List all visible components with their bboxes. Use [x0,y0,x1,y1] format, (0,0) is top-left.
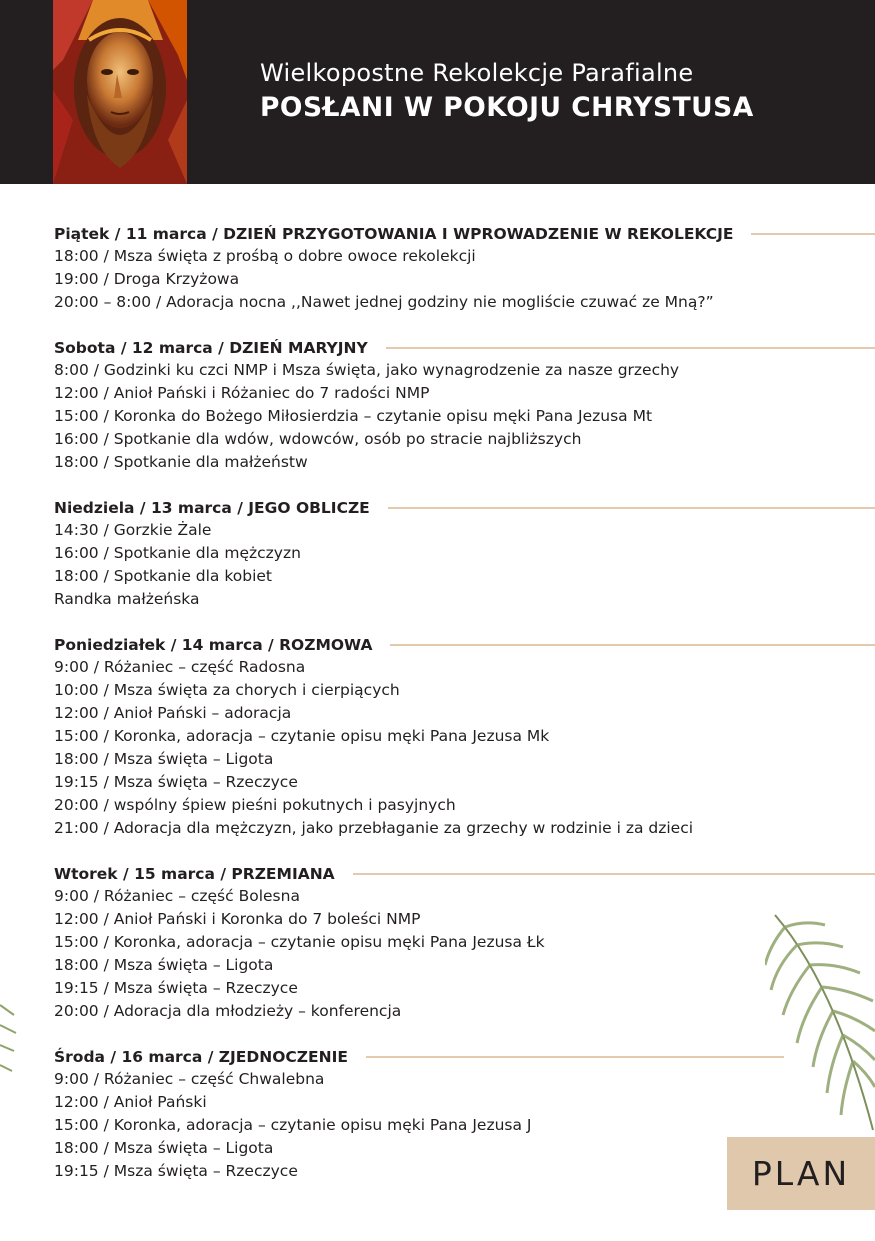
schedule-item: 18:00 / Msza święta – Ligota [54,750,274,768]
title-block [260,56,754,126]
day-section-monday [54,634,854,840]
schedule-item: 15:00 / Koronka, adoracja – czytanie opisu męki Pana Jezusa Łk [54,933,545,951]
schedule-item: Randka małżeńska [54,590,200,608]
schedule-item: 20:00 / Adoracja dla młodzieży – konferencja [54,1002,402,1020]
schedule-item: 20:00 / wspólny śpiew pieśni pokutnych i pasyjnych [54,796,456,814]
day-heading [54,1046,854,1068]
schedule-item: 15:00 / Koronka, adoracja – czytanie opisu męki Pana Jezusa Mk [54,727,550,745]
schedule-item: 21:00 / Adoracja dla mężczyzn, jako przebłaganie za grzechy w rodzinie i za dzieci [54,819,694,837]
schedule-item: 9:00 / Różaniec – część Chwalebna [54,1070,325,1088]
day-heading [54,497,854,519]
header-banner [0,0,875,184]
schedule-item: 18:00 / Msza święta – Ligota [54,956,274,974]
day-heading-text: Środa / 16 marca / ZJEDNOCZENIE [54,1048,348,1066]
schedule-item: 19:15 / Msza święta – Rzeczyce [54,979,298,997]
heading-divider [388,507,875,509]
schedule-item: 18:00 / Msza święta – Ligota [54,1139,274,1157]
heading-divider [751,233,875,235]
day-heading [54,223,854,245]
heading-divider [390,644,875,646]
day-heading-text: Wtorek / 15 marca / PRZEMIANA [54,865,335,883]
palm-leaf-left-icon [0,995,20,1085]
schedule-item: 9:00 / Różaniec – część Bolesna [54,887,300,905]
heading-divider [353,873,875,875]
schedule-item: 8:00 / Godzinki ku czci NMP i Msza święta, jako wynagrodzenie za nasze grzechy [54,361,680,379]
heading-divider [386,347,875,349]
schedule-item: 10:00 / Msza święta za chorych i cierpiących [54,681,400,699]
schedule-item: 15:00 / Koronka do Bożego Miłosierdzia – czytanie opisu męki Pana Jezusa Mt [54,407,653,425]
schedule-item: 14:30 / Gorzkie Żale [54,521,212,539]
day-section-tuesday [54,863,854,1023]
day-heading-text: Piątek / 11 marca / DZIEŃ PRZYGOTOWANIA I WPROWADZENIE W REKOLEKCJE [54,225,734,243]
day-section-saturday [54,337,854,474]
schedule-item: 20:00 – 8:00 / Adoracja nocna ,,Nawet jednej godziny nie mogliście czuwać ze Mną?” [54,293,714,311]
palm-leaf-icon [765,905,875,1135]
schedule-item: 12:00 / Anioł Pański i Różaniec do 7 radości NMP [54,384,430,402]
plan-label-box: PLAN [727,1137,875,1210]
schedule-item: 19:00 / Droga Krzyżowa [54,270,240,288]
schedule-item: 18:00 / Spotkanie dla małżeństw [54,453,308,471]
day-heading-text: Poniedziałek / 14 marca / ROZMOWA [54,636,373,654]
schedule-item: 12:00 / Anioł Pański – adoracja [54,704,292,722]
day-heading [54,634,854,656]
schedule-item: 9:00 / Różaniec – część Radosna [54,658,306,676]
schedule-item: 18:00 / Msza święta z prośbą o dobre owoce rekolekcji [54,247,476,265]
day-heading-text: Niedziela / 13 marca / JEGO OBLICZE [54,499,370,517]
day-section-sunday [54,497,854,611]
day-heading [54,863,854,885]
schedule-item: 12:00 / Anioł Pański [54,1093,207,1111]
schedule-item: 19:15 / Msza święta – Rzeczyce [54,1162,298,1180]
schedule-item: 15:00 / Koronka, adoracja – czytanie opisu męki Pana Jezusa J [54,1116,532,1134]
heading-divider [366,1056,784,1058]
day-section-friday [54,223,854,314]
day-heading [54,337,854,359]
schedule-item: 16:00 / Spotkanie dla wdów, wdowców, osób po stracie najbliższych [54,430,582,448]
christ-portrait-image [53,0,187,184]
schedule-item: 19:15 / Msza święta – Rzeczyce [54,773,298,791]
schedule-item: 12:00 / Anioł Pański i Koronka do 7 boleści NMP [54,910,421,928]
schedule-item: 16:00 / Spotkanie dla mężczyzn [54,544,301,562]
schedule-item: 18:00 / Spotkanie dla kobiet [54,567,273,585]
header-subtitle: POSŁANI W POKOJU CHRYSTUSA [260,92,754,123]
day-heading-text: Sobota / 12 marca / DZIEŃ MARYJNY [54,339,368,357]
header-title: Wielkopostne Rekolekcje Parafialne [260,59,694,87]
